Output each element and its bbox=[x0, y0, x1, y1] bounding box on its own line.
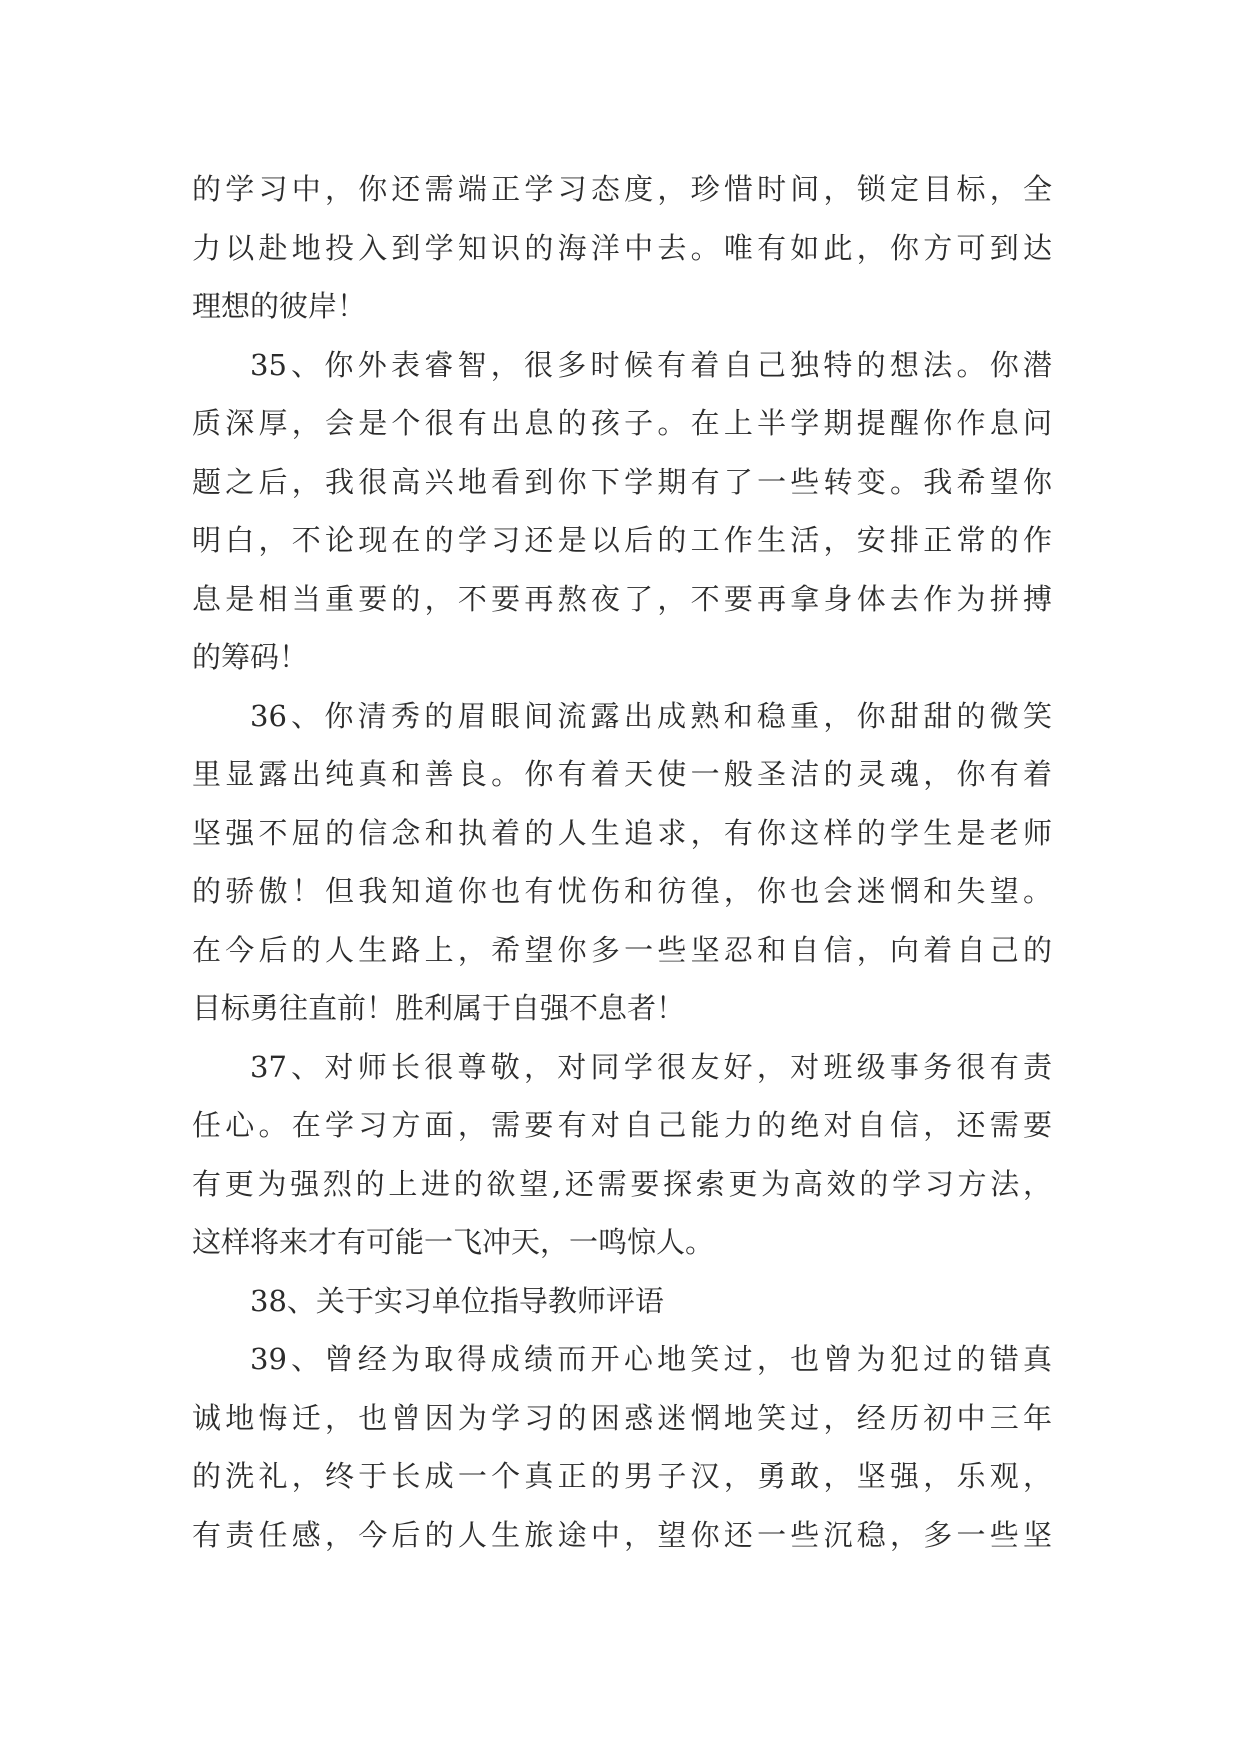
text-line: 38、关于实习单位指导教师评语 bbox=[250, 1283, 664, 1318]
text-line: 任心。在学习方面，需要有对自己能力的绝对自信，还需要 bbox=[192, 1108, 1052, 1142]
text-line: 坚强不屈的信念和执着的人生追求，有你这样的学生是老师 bbox=[192, 815, 1052, 850]
text-line: 的筹码！ bbox=[192, 640, 309, 674]
text-line: 力以赴地投入到学知识的海洋中去。唯有如此，你方可到达 bbox=[192, 230, 1052, 265]
text-line: 35、你外表睿智，很多时候有着自己独特的想法。你潜 bbox=[250, 347, 1052, 382]
text-line: 在今后的人生路上，希望你多一些坚忍和自信，向着自己的 bbox=[192, 932, 1052, 967]
text-line: 的骄傲！但我知道你也有忧伤和彷徨，你也会迷惘和失望。 bbox=[192, 874, 1052, 908]
text-line: 明白，不论现在的学习还是以后的工作生活，安排正常的作 bbox=[192, 523, 1052, 557]
text-line: 的洗礼，终于长成一个真正的男子汉，勇敢，坚强，乐观， bbox=[192, 1459, 1052, 1493]
text-line: 质深厚，会是个很有出息的孩子。在上半学期提醒你作息问 bbox=[192, 406, 1052, 440]
text-line: 有责任感，今后的人生旅途中，望你还一些沉稳，多一些坚 bbox=[192, 1517, 1052, 1552]
text-line: 的学习中，你还需端正学习态度，珍惜时间，锁定目标，全 bbox=[192, 172, 1052, 206]
text-line: 有更为强烈的上进的欲望,还需要探索更为高效的学习方法， bbox=[192, 1166, 1052, 1201]
text-line: 息是相当重要的，不要再熬夜了，不要再拿身体去作为拼搏 bbox=[192, 581, 1052, 616]
text-line: 36、你清秀的眉眼间流露出成熟和稳重，你甜甜的微笑 bbox=[250, 698, 1052, 733]
document-body bbox=[192, 160, 1052, 1564]
text-line: 39、曾经为取得成绩而开心地笑过，也曾为犯过的错真 bbox=[250, 1342, 1052, 1376]
text-line: 里显露出纯真和善良。你有着天使一般圣洁的灵魂，你有着 bbox=[192, 757, 1052, 791]
text-line: 诚地悔迁，也曾因为学习的困惑迷惘地笑过，经历初中三年 bbox=[192, 1400, 1052, 1435]
text-line: 这样将来才有可能一飞冲天，一鸣惊人。 bbox=[192, 1225, 715, 1259]
text-line: 37、对师长很尊敬，对同学很友好，对班级事务很有责 bbox=[250, 1049, 1052, 1084]
text-line: 理想的彼岸！ bbox=[192, 289, 367, 323]
text-line: 题之后，我很高兴地看到你下学期有了一些转变。我希望你 bbox=[192, 464, 1052, 499]
text-line: 目标勇往直前！胜利属于自强不息者！ bbox=[192, 991, 686, 1025]
